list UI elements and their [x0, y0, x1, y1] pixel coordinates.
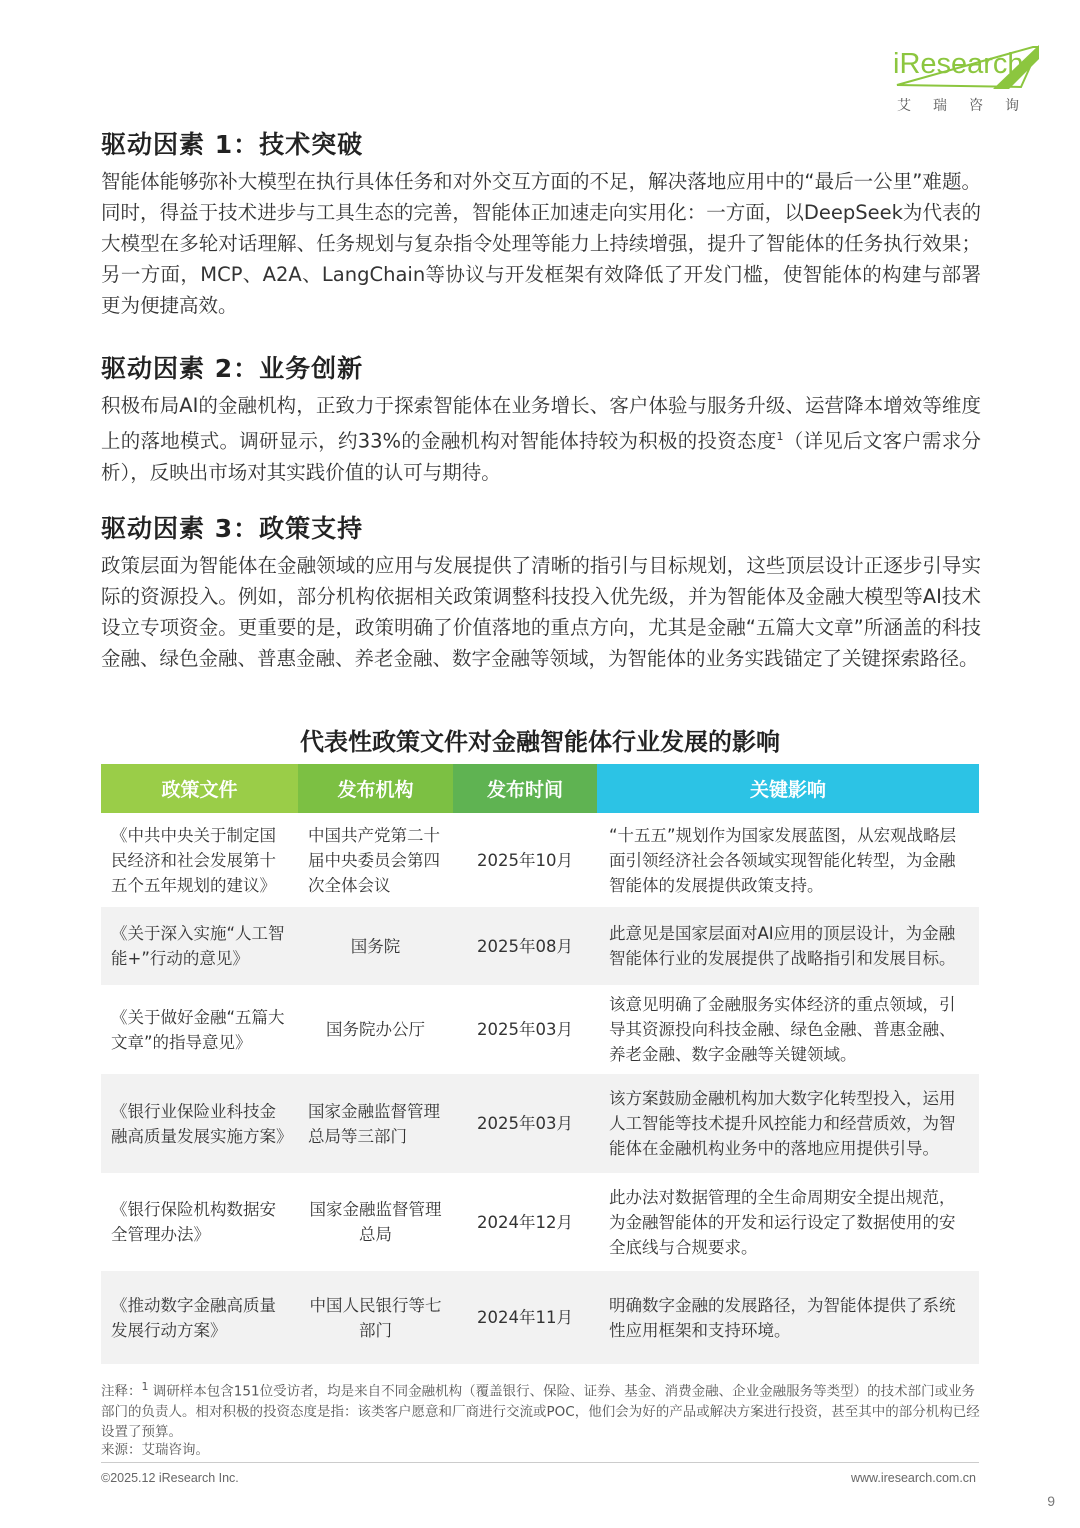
- logo-cn: 艾瑞咨询: [897, 98, 1041, 114]
- footer-divider: [101, 1462, 979, 1463]
- header-effect: 关键影响: [597, 764, 979, 813]
- cell-org: 国家金融监督管理总局: [309, 1200, 442, 1244]
- section-body: [101, 390, 981, 488]
- cell-org: 国务院: [298, 907, 453, 985]
- iresearch-logo: [893, 42, 1043, 116]
- table-row: [101, 1074, 979, 1173]
- cell-date: 2024年11月: [453, 1271, 597, 1364]
- table-title: 代表性政策文件对金融智能体行业发展的影响: [300, 728, 780, 756]
- source-note: 来源：艾瑞咨询。: [101, 1442, 209, 1458]
- cell-doc: 《银行保险机构数据安全管理办法》: [111, 1200, 276, 1244]
- section-body: 智能体能够弥补大模型在执行具体任务和对外交互方面的不足，解决落地应用中的“最后一公里”难题。同时，得益于技术进步与工具生态的完善，智能体正加速走向实用化：一方面，以DeepSeek为代表的大模型在多轮对话理解、任务规划与复杂指令处理等能力上持续增强，提升了智能体的任务执行效果；另一方面，MCP、A2A、LangChain等协议与开发框架有效降低了开发门槛，使智能体的构建与部署更为便捷高效。: [101, 170, 981, 317]
- table-row: [101, 1173, 979, 1271]
- section-title: 驱动因素 2：业务创新: [101, 354, 364, 383]
- page-number: 9: [1047, 1493, 1055, 1509]
- section-title: 驱动因素 1：技术突破: [101, 130, 364, 159]
- footer-url[interactable]: www.iresearch.com.cn: [850, 1471, 976, 1485]
- footer-copyright: ©2025.12 iResearch Inc.: [101, 1471, 239, 1485]
- footnote-ref: 1: [776, 430, 784, 443]
- footnote-text: 调研样本包含151位受访者，均是来自不同金融机构（覆盖银行、保险、证券、基金、消费金融、企业金融服务等类型）的技术部门或业务部门的负责人。相对积极的投资态度是指：该类客户愿意和厂商进行交流或POC，他们会为好的产品或解决方案进行投资，甚至其中的部分机构已经设置了预算。: [101, 1383, 980, 1440]
- footnote-number: 1: [141, 1380, 149, 1393]
- table-header-row: [101, 764, 979, 813]
- table-row: [101, 985, 979, 1074]
- cell-date: 2025年03月: [477, 1020, 573, 1039]
- cell-date: 2025年03月: [453, 1074, 597, 1173]
- table-row: [101, 813, 979, 907]
- section-body: 政策层面为智能体在金融领域的应用与发展提供了清晰的指引与目标规划，这些顶层设计正逐步引导实际的资源投入。例如，部分机构依据相关政策调整科技投入优先级，并为智能体及金融大模型等AI技术设立专项资金。更重要的是，政策明确了价值落地的重点方向，尤其是金融“五篇大文章”所涵盖的科技金融、绿色金融、普惠金融、养老金融、数字金融等领域，为智能体的业务实践锚定了关键探索路径。: [101, 554, 981, 670]
- cell-effect: 该意见明确了金融服务实体经济的重点领域，引导其资源投向科技金融、绿色金融、普惠金融、养老金融、数字金融等关键领域。: [609, 995, 956, 1064]
- cell-date: 2024年12月: [477, 1212, 573, 1232]
- cell-org: 国家金融监督管理总局等三部门: [298, 1074, 453, 1173]
- footnote-label: 注释：: [101, 1383, 142, 1400]
- table-row: [101, 907, 979, 985]
- policy-table: [101, 764, 979, 1364]
- section-policy: [101, 512, 981, 674]
- cell-doc: 《关于做好金融“五篇大文章”的指导意见》: [111, 1007, 285, 1052]
- cell-effect: “十五五”规划作为国家发展蓝图，从宏观战略层面引领经济社会各领域实现智能化转型，为金融智能体的发展提供政策支持。: [609, 825, 957, 895]
- section-body-text: 积极布局AI的金融机构，正致力于探索智能体在业务增长、客户体验与服务升级、运营降本增效等维度上的落地模式。调研显示，约33%的金融机构对智能体持较为积极的投资态度: [101, 394, 981, 453]
- cell-org: 中国共产党第二十届中央委员会第四次全体会议: [308, 825, 440, 895]
- cell-doc: 《关于深入实施“人工智能+”行动的意见》: [101, 907, 298, 985]
- logo-text: iResearch: [893, 48, 1024, 80]
- table-row: [101, 1271, 979, 1364]
- cell-date: 2025年08月: [453, 907, 597, 985]
- header-doc: 政策文件: [101, 764, 298, 813]
- section-body-text-cont: （详见后文客户需求分析），反映出市场对其实践价值的认可与期待。: [101, 429, 981, 484]
- cell-effect: 此意见是国家层面对AI应用的顶层设计，为金融智能体行业的发展提供了战略指引和发展目标。: [597, 907, 979, 985]
- cell-org: 中国人民银行等七部门: [298, 1271, 453, 1364]
- cell-effect: 此办法对数据管理的全生命周期安全提出规范，为金融智能体的开发和运行设定了数据使用的安全底线与合规要求。: [609, 1187, 956, 1257]
- cell-effect: 明确数字金融的发展路径，为智能体提供了系统性应用框架和支持环境。: [597, 1271, 979, 1364]
- cell-doc: 《银行业保险业科技金融高质量发展实施方案》: [101, 1074, 298, 1173]
- section-business: [101, 352, 981, 488]
- header-org: 发布机构: [298, 764, 453, 813]
- header-date: 发布时间: [453, 764, 597, 813]
- cell-org: 国务院办公厅: [326, 1020, 425, 1039]
- cell-effect: 该方案鼓励金融机构加大数字化转型投入，运用人工智能等技术提升风控能力和经营质效，为智能体在金融机构业务中的落地应用提供引导。: [597, 1074, 979, 1173]
- cell-doc: 《推动数字金融高质量发展行动方案》: [101, 1271, 298, 1364]
- section-tech: [101, 128, 981, 321]
- footnote: [101, 1377, 981, 1442]
- section-title: 驱动因素 3：政策支持: [101, 514, 364, 543]
- cell-doc: 《中共中央关于制定国民经济和社会发展第十五个五年规划的建议》: [111, 825, 276, 895]
- cell-date: 2025年10月: [477, 850, 573, 870]
